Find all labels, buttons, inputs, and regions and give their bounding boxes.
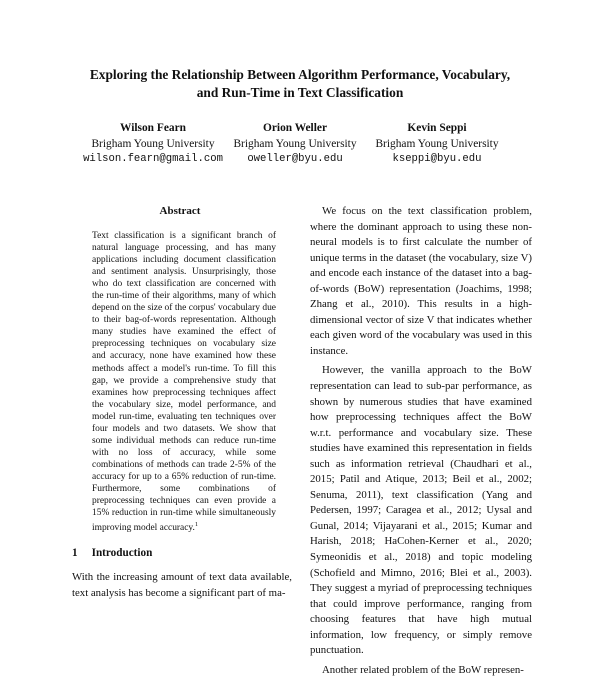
author-email: wilson.fearn@gmail.com <box>83 153 223 165</box>
paragraph: Another related problem of the BoW represen- <box>322 663 524 676</box>
author-email: kseppi@byu.edu <box>392 153 482 165</box>
abstract-heading: Abstract <box>159 205 201 217</box>
author-block <box>342 121 532 168</box>
abstract-body: Text classification is a significant branch of natural language processing, and has many applications including document classification and sentiment analysis. Unsurprisingly, those who do text classification are concerned with the run-time of their algorithms, many of which depend on the size of the corpus' vocabulary due to their bag-of-words representation. Although many studies have examined the effect of preprocessing techniques on vocabulary size and accuracy, none have examined how these methods affect a model's run-time. To fill this gap, we provide a comprehensive study that examines how preprocessing techniques affect the vocabulary size, model performance, and model run-time, evaluating ten techniques over four models and two datasets. We show that some individual methods can reduce run-time with no loss of accuracy, while some combinations of methods can trade 2-5% of the accuracy for up to a 65% reduction of run-time. Furthermore, some combinations of preprocessing techniques can even provide a 15% reduction in run-time while simultaneously improving model accuracy. <box>92 231 276 534</box>
author-affiliation: Brigham Young University <box>375 137 499 150</box>
right-column <box>310 204 532 682</box>
introduction-text: With the increasing amount of text data available, text analysis has become a significant part of ma- <box>72 571 292 599</box>
author-name: Wilson Fearn <box>120 122 186 134</box>
paper-title <box>40 66 560 102</box>
title-line-2: and Run-Time in Text Classification <box>196 85 404 100</box>
author-email: oweller@byu.edu <box>247 153 343 165</box>
author-affiliation: Brigham Young University <box>233 137 357 150</box>
title-line-1: Exploring the Relationship Between Algorithm Performance, Vocabulary, <box>89 67 511 82</box>
author-affiliation: Brigham Young University <box>91 137 215 150</box>
section-number: 1 <box>72 547 78 559</box>
author-name: Orion Weller <box>262 122 327 134</box>
paragraph: However, the vanilla approach to the BoW representation can lead to sub-par performance, as shown by numerous studies that have examined how preprocessing techniques affect the BoW w.r.t. performance and vocabulary size. These studies have examined this representation in fields such as information retrieval (Chaudhari et al., 2015; Patil and Atique, 2013; Beil et al., 2002; Senuma, 2011), text classification (Yang and Pedersen, 1997; Caragea et al., 2012; Uysal and Gunal, 2014; Vijayarani et al., 2015; Kumar and Harish, 2018; HaCohen-Kerner et al., 2020; Symeonidis et al., 2018) and topic modeling (Schofield and Mimno, 2016; Blei et al., 2003). They suggest a myriad of preprocessing techniques that could improve performance, ranging from choosing features that have high mutual information, low frequency, or simply remove punctuation. <box>310 364 532 657</box>
author-name: Kevin Seppi <box>407 122 467 134</box>
paragraph: We focus on the text classification problem, where the dominant approach to using these non-neural models is to first calculate the number of unique terms in the dataset (the vocabulary, size V) and encode each instance of the dataset into a bag-of-words (BoW) representation (Joachims, 1998; Zhang et al., 2010). This results in a high-dimensional vector of size V that indicates whether each given word of the vocabulary was used in this instance. <box>310 205 532 357</box>
section-title: Introduction <box>91 547 153 559</box>
footnote-mark: 1 <box>194 521 199 529</box>
section-heading-introduction <box>72 547 152 559</box>
abstract-text <box>92 230 276 534</box>
